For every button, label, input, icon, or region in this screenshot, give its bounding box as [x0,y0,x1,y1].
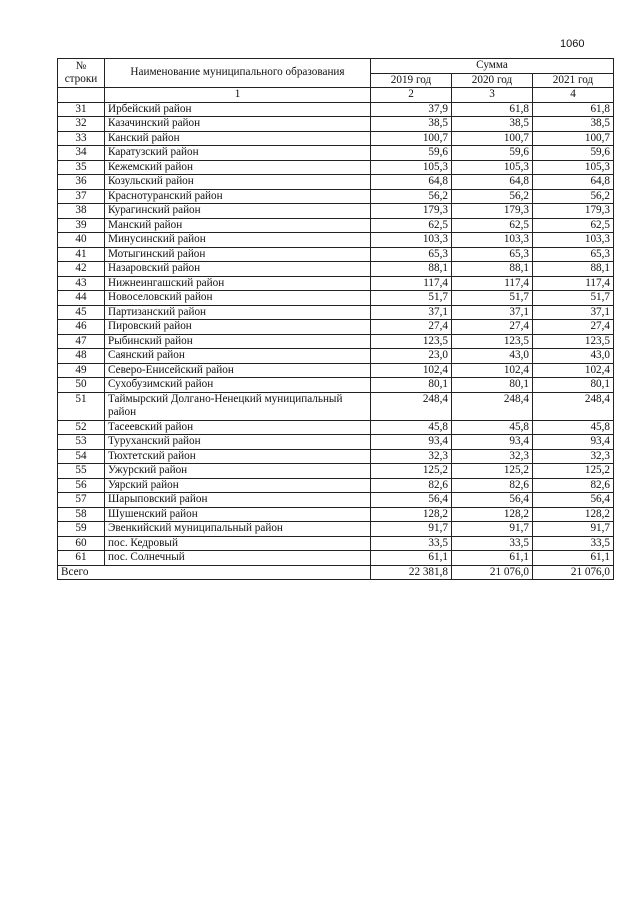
value-2020: 103,3 [452,233,533,248]
row-number: 43 [58,276,105,291]
value-2020: 61,8 [452,102,533,117]
municipality-name: Нижнеингашский район [105,276,371,291]
value-2019: 88,1 [371,262,452,277]
index-cell-empty [58,88,105,103]
value-2021: 128,2 [533,507,614,522]
value-2019: 82,6 [371,478,452,493]
value-2021: 32,3 [533,449,614,464]
value-2021: 248,4 [533,392,614,420]
municipality-name: Новоселовский район [105,291,371,306]
value-2021: 62,5 [533,218,614,233]
value-2021: 61,8 [533,102,614,117]
row-number: 42 [58,262,105,277]
value-2021: 103,3 [533,233,614,248]
row-number: 51 [58,392,105,420]
value-2020: 82,6 [452,478,533,493]
municipality-name: Казачинский район [105,117,371,132]
page-number: 1060 [560,38,585,50]
row-number: 49 [58,363,105,378]
table-row [58,334,614,349]
value-2021: 102,4 [533,363,614,378]
value-2021: 125,2 [533,464,614,479]
value-2021: 179,3 [533,204,614,219]
municipality-name: Туруханский район [105,435,371,450]
table-row [58,536,614,551]
row-number: 50 [58,378,105,393]
table-row [58,247,614,262]
value-2020: 65,3 [452,247,533,262]
row-number: 52 [58,420,105,435]
row-number: 60 [58,536,105,551]
table-row [58,478,614,493]
row-number: 58 [58,507,105,522]
table-row [58,522,614,537]
header-sum: Сумма [371,59,614,74]
value-2021: 117,4 [533,276,614,291]
value-2019: 62,5 [371,218,452,233]
municipality-name: Кежемский район [105,160,371,175]
index-cell-2: 2 [371,88,452,103]
value-2021: 51,7 [533,291,614,306]
index-cell-name: 1 [105,88,371,103]
row-number: 55 [58,464,105,479]
value-2021: 27,4 [533,320,614,335]
value-2020: 179,3 [452,204,533,219]
value-2021: 91,7 [533,522,614,537]
value-2020: 45,8 [452,420,533,435]
table-row [58,276,614,291]
row-number: 41 [58,247,105,262]
total-label: Всего [58,565,371,580]
value-2019: 123,5 [371,334,452,349]
budget-table [57,58,614,580]
table-row [58,392,614,420]
value-2020: 32,3 [452,449,533,464]
municipality-name: Шушенский район [105,507,371,522]
value-2021: 93,4 [533,435,614,450]
municipality-name: Таймырский Долгано-Ненецкий муниципальный район [105,392,371,420]
value-2019: 93,4 [371,435,452,450]
value-2020: 100,7 [452,131,533,146]
value-2019: 117,4 [371,276,452,291]
row-number: 32 [58,117,105,132]
row-number: 38 [58,204,105,219]
table-row [58,363,614,378]
value-2021: 65,3 [533,247,614,262]
header-row-number-line2: строки [64,73,98,85]
row-number: 46 [58,320,105,335]
table-row [58,204,614,219]
table-row [58,175,614,190]
value-2019: 179,3 [371,204,452,219]
municipality-name: Партизанский район [105,305,371,320]
row-number: 53 [58,435,105,450]
table-body [58,102,614,565]
value-2019: 64,8 [371,175,452,190]
municipality-name: Канский район [105,131,371,146]
index-cell-4: 4 [533,88,614,103]
header-row-number-line1: № [75,59,87,72]
table-row [58,117,614,132]
municipality-name: Манский район [105,218,371,233]
value-2019: 102,4 [371,363,452,378]
value-2019: 38,5 [371,117,452,132]
row-number: 47 [58,334,105,349]
value-2019: 56,2 [371,189,452,204]
value-2019: 37,9 [371,102,452,117]
value-2021: 59,6 [533,146,614,161]
row-number: 39 [58,218,105,233]
value-2021: 37,1 [533,305,614,320]
value-2019: 91,7 [371,522,452,537]
value-2019: 32,3 [371,449,452,464]
municipality-name: Сухобузимский район [105,378,371,393]
municipality-name: пос. Кедровый [105,536,371,551]
total-row [58,565,614,580]
value-2020: 248,4 [452,392,533,420]
value-2020: 38,5 [452,117,533,132]
table-row [58,102,614,117]
row-number: 37 [58,189,105,204]
table-row [58,378,614,393]
municipality-name: Мотыгинский район [105,247,371,262]
value-2021: 105,3 [533,160,614,175]
value-2019: 80,1 [371,378,452,393]
table-row [58,291,614,306]
value-2020: 33,5 [452,536,533,551]
value-2020: 117,4 [452,276,533,291]
index-cell-3: 3 [452,88,533,103]
value-2021: 80,1 [533,378,614,393]
value-2020: 125,2 [452,464,533,479]
value-2019: 27,4 [371,320,452,335]
row-number: 61 [58,551,105,566]
value-2021: 56,4 [533,493,614,508]
table-row [58,420,614,435]
municipality-name: Тюхтетский район [105,449,371,464]
value-2019: 61,1 [371,551,452,566]
value-2019: 51,7 [371,291,452,306]
value-2020: 88,1 [452,262,533,277]
value-2020: 43,0 [452,349,533,364]
value-2020: 37,1 [452,305,533,320]
value-2019: 37,1 [371,305,452,320]
value-2020: 102,4 [452,363,533,378]
value-2020: 80,1 [452,378,533,393]
value-2021: 61,1 [533,551,614,566]
municipality-name: Ирбейский район [105,102,371,117]
municipality-name: Курагинский район [105,204,371,219]
value-2019: 23,0 [371,349,452,364]
value-2020: 59,6 [452,146,533,161]
value-2020: 27,4 [452,320,533,335]
municipality-name: Ужурский район [105,464,371,479]
row-number: 57 [58,493,105,508]
value-2019: 105,3 [371,160,452,175]
total-2019: 22 381,8 [371,565,452,580]
value-2020: 91,7 [452,522,533,537]
municipality-name: Краснотуранский район [105,189,371,204]
table-row [58,507,614,522]
value-2021: 88,1 [533,262,614,277]
value-2019: 125,2 [371,464,452,479]
row-number: 36 [58,175,105,190]
value-2019: 45,8 [371,420,452,435]
row-number: 56 [58,478,105,493]
value-2020: 61,1 [452,551,533,566]
municipality-name: Козульский район [105,175,371,190]
value-2019: 33,5 [371,536,452,551]
municipality-name: Каратузский район [105,146,371,161]
row-number: 48 [58,349,105,364]
row-number: 44 [58,291,105,306]
municipality-name: Минусинский район [105,233,371,248]
value-2020: 93,4 [452,435,533,450]
table-row [58,233,614,248]
table-row [58,218,614,233]
total-2021: 21 076,0 [533,565,614,580]
table-row [58,189,614,204]
municipality-name: Шарыповский район [105,493,371,508]
municipality-name: Уярский район [105,478,371,493]
table-row [58,262,614,277]
row-number: 40 [58,233,105,248]
table-row [58,131,614,146]
row-number: 31 [58,102,105,117]
row-number: 59 [58,522,105,537]
value-2020: 56,4 [452,493,533,508]
value-2021: 123,5 [533,334,614,349]
value-2019: 65,3 [371,247,452,262]
value-2020: 51,7 [452,291,533,306]
value-2021: 38,5 [533,117,614,132]
municipality-name: Назаровский район [105,262,371,277]
value-2019: 59,6 [371,146,452,161]
header-year-2021: 2021 год [533,73,614,88]
value-2019: 100,7 [371,131,452,146]
row-number: 33 [58,131,105,146]
value-2021: 43,0 [533,349,614,364]
header-year-2020: 2020 год [452,73,533,88]
municipality-name: Пировский район [105,320,371,335]
value-2019: 248,4 [371,392,452,420]
table-row [58,464,614,479]
value-2021: 56,2 [533,189,614,204]
table-row [58,349,614,364]
value-2021: 82,6 [533,478,614,493]
value-2021: 45,8 [533,420,614,435]
table-row [58,320,614,335]
table-row [58,449,614,464]
value-2021: 100,7 [533,131,614,146]
value-2020: 105,3 [452,160,533,175]
value-2019: 56,4 [371,493,452,508]
row-number: 45 [58,305,105,320]
value-2021: 33,5 [533,536,614,551]
table-row [58,146,614,161]
value-2020: 123,5 [452,334,533,349]
municipality-name: Рыбинский район [105,334,371,349]
table-row [58,435,614,450]
value-2019: 128,2 [371,507,452,522]
table-row [58,493,614,508]
municipality-name: пос. Солнечный [105,551,371,566]
municipality-name: Эвенкийский муниципальный район [105,522,371,537]
header-year-2019: 2019 год [371,73,452,88]
header-municipality: Наименование муниципального образования [105,59,371,88]
row-number: 34 [58,146,105,161]
municipality-name: Северо-Енисейский район [105,363,371,378]
table-row [58,160,614,175]
value-2020: 128,2 [452,507,533,522]
value-2021: 64,8 [533,175,614,190]
value-2020: 56,2 [452,189,533,204]
row-number: 35 [58,160,105,175]
municipality-name: Тасеевский район [105,420,371,435]
table-row [58,305,614,320]
total-2020: 21 076,0 [452,565,533,580]
header-row-number [58,59,105,88]
row-number: 54 [58,449,105,464]
value-2020: 64,8 [452,175,533,190]
municipality-name: Саянский район [105,349,371,364]
value-2019: 103,3 [371,233,452,248]
value-2020: 62,5 [452,218,533,233]
table-row [58,551,614,566]
